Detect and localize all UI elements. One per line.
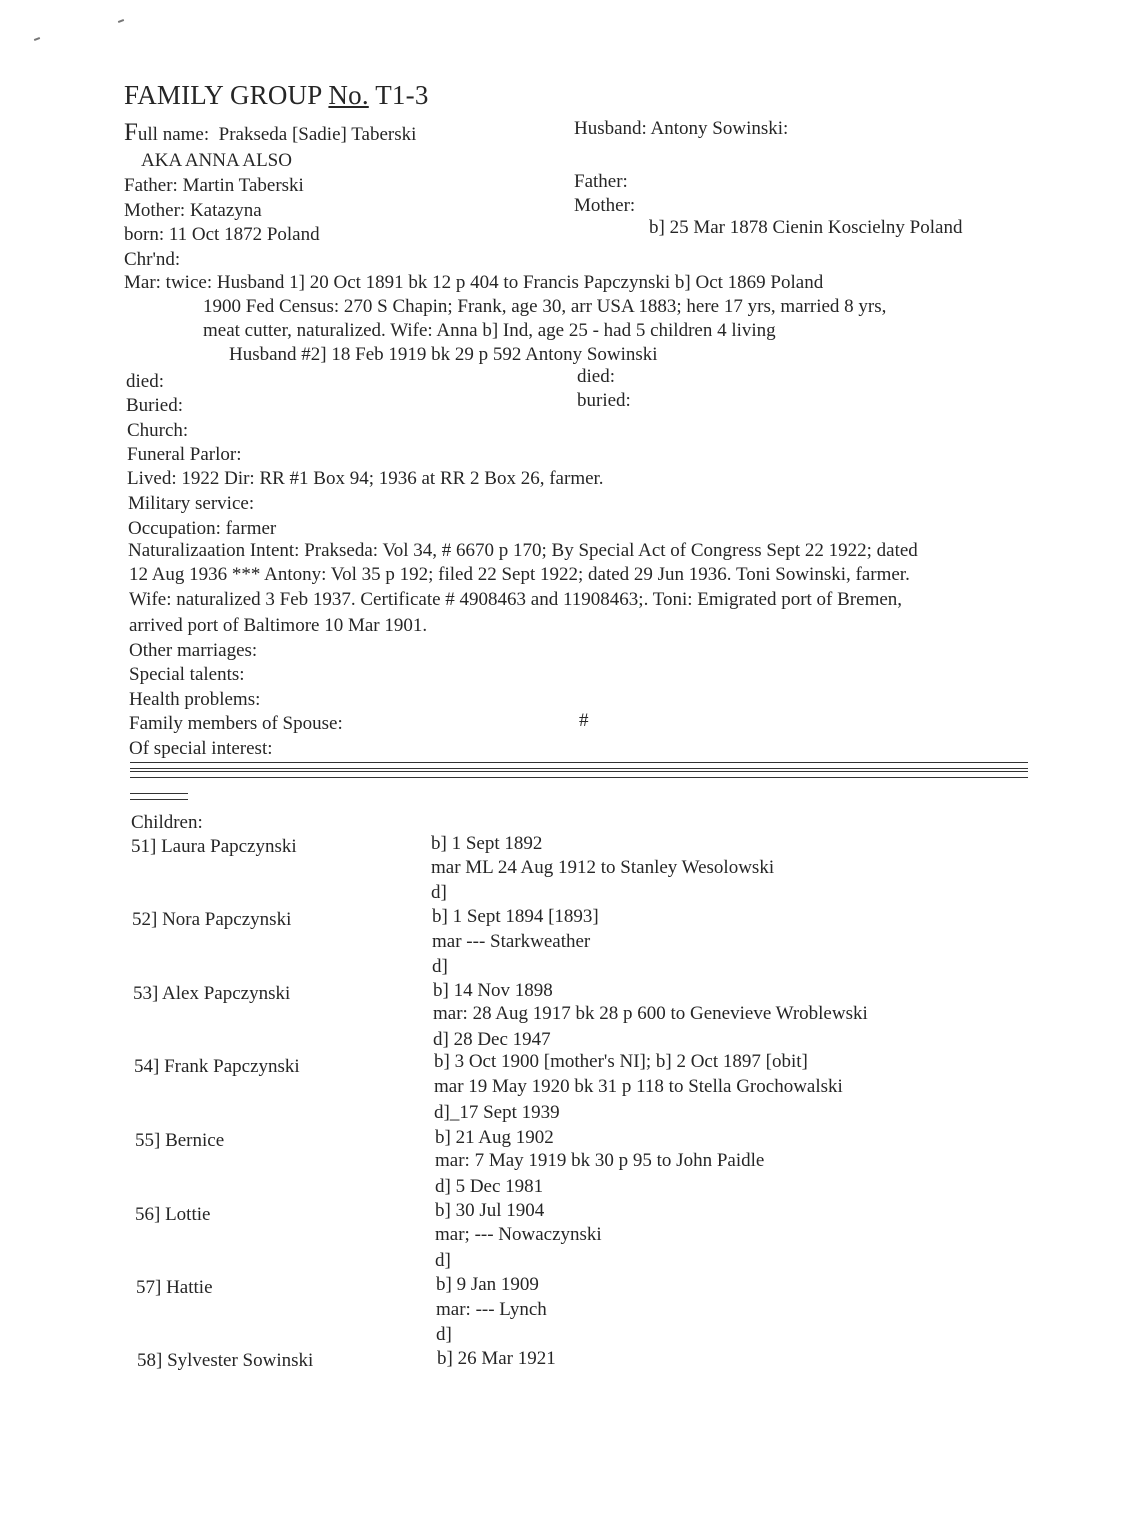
child-died: d] — [436, 1324, 452, 1345]
child-married: mar: 28 Aug 1917 bk 28 p 600 to Genevieve Wroblewski — [433, 1003, 868, 1024]
child-married: mar ML 24 Aug 1912 to Stanley Wesolowski — [431, 857, 775, 878]
title-number-label: No. — [328, 80, 369, 110]
other-marriages-field: Other marriages: — [129, 640, 258, 661]
naturalization-line-2: 12 Aug 1936 *** Antony: Vol 35 p 192; filed 22 Sept 1922; dated 29 Jun 1936. Toni Sowinski, farmer. — [129, 564, 910, 585]
husband-died: died: — [577, 366, 615, 387]
child-born: b] 1 Sept 1892 — [431, 833, 543, 854]
scan-speck — [118, 19, 124, 23]
section-divider — [130, 771, 1028, 778]
hash-mark: # — [579, 710, 589, 731]
child-married: mar: --- Lynch — [436, 1299, 547, 1320]
child-married: mar --- Starkweather — [432, 931, 591, 952]
church-field: Church: — [127, 420, 189, 441]
child-born: b] 30 Jul 1904 — [435, 1200, 545, 1221]
child-died: d]_17 Sept 1939 — [434, 1102, 560, 1123]
child-name: 51] Laura Papczynski — [131, 836, 297, 857]
special-interest-field: Of special interest: — [129, 738, 273, 759]
child-married: mar: 7 May 1919 bk 30 p 95 to John Paidle — [435, 1150, 765, 1171]
wife-born: born: 11 Oct 1872 Poland — [124, 224, 320, 245]
wife-died: died: — [126, 371, 164, 392]
child-name: 53] Alex Papczynski — [133, 983, 291, 1004]
child-born: b] 21 Aug 1902 — [435, 1127, 554, 1148]
husband-father: Father: — [574, 171, 628, 192]
child-married: mar 19 May 1920 bk 31 p 118 to Stella Grochowalski — [434, 1076, 843, 1097]
section-divider-short — [130, 793, 188, 800]
census-line-2: meat cutter, naturalized. Wife: Anna b] Ind, age 25 - had 5 children 4 living — [203, 320, 776, 341]
wife-mother: Mother: Katazyna — [124, 200, 262, 221]
full-name-row: Full name: Prakseda [Sadie] Taberski — [124, 119, 417, 146]
child-name: 58] Sylvester Sowinski — [137, 1350, 314, 1371]
child-died: d] 28 Dec 1947 — [433, 1029, 551, 1050]
child-died: d] — [435, 1250, 451, 1271]
child-born: b] 1 Sept 1894 [1893] — [432, 906, 599, 927]
husband-mother: Mother: — [574, 195, 636, 216]
page-title: FAMILY GROUP No. T1-3 — [124, 80, 429, 110]
child-name: 57] Hattie — [136, 1277, 213, 1298]
child-name: 55] Bernice — [135, 1130, 225, 1151]
child-married: mar; --- Nowaczynski — [435, 1224, 602, 1245]
military-field: Military service: — [128, 493, 255, 514]
wife-buried: Buried: — [126, 395, 183, 416]
child-name: 52] Nora Papczynski — [132, 909, 292, 930]
husband-name: Husband: Antony Sowinski: — [574, 118, 789, 139]
funeral-parlor-field: Funeral Parlor: — [127, 444, 242, 465]
lived-field: Lived: 1922 Dir: RR #1 Box 94; 1936 at RR 2 Box 26, farmer. — [127, 468, 604, 489]
wife-christened: Chr'nd: — [124, 249, 181, 270]
children-label: Children: — [131, 812, 203, 833]
marriage-line: Mar: twice: Husband 1] 20 Oct 1891 bk 12 p 404 to Francis Papczynski b] Oct 1869 Poland — [124, 272, 824, 293]
census-line-1: 1900 Fed Census: 270 S Chapin; Frank, age 30, arr USA 1883; here 17 yrs, married 8 yrs, — [203, 296, 887, 317]
child-born: b] 26 Mar 1921 — [437, 1348, 556, 1369]
child-born: b] 3 Oct 1900 [mother's NI]; b] 2 Oct 1897 [obit] — [434, 1051, 808, 1072]
husband-buried: buried: — [577, 390, 631, 411]
special-talents-field: Special talents: — [129, 664, 245, 685]
child-died: d] — [431, 882, 447, 903]
section-divider — [130, 762, 1028, 769]
husband-2-line: Husband #2] 18 Feb 1919 bk 29 p 592 Antony Sowinski — [229, 344, 658, 365]
child-name: 54] Frank Papczynski — [134, 1056, 300, 1077]
child-born: b] 9 Jan 1909 — [436, 1274, 539, 1295]
child-born: b] 14 Nov 1898 — [433, 980, 553, 1001]
health-problems-field: Health problems: — [129, 689, 261, 710]
full-name-value: Prakseda [Sadie] Taberski — [218, 124, 417, 145]
naturalization-line-4: arrived port of Baltimore 10 Mar 1901. — [129, 615, 428, 636]
child-died: d] 5 Dec 1981 — [435, 1176, 544, 1197]
occupation-field: Occupation: farmer — [128, 518, 277, 539]
aka-line: AKA ANNA ALSO — [141, 150, 292, 171]
naturalization-line-3: Wife: naturalized 3 Feb 1937. Certificate # 4908463 and 11908463;. Toni: Emigrated port of Bremen, — [129, 589, 903, 610]
family-members-spouse-field: Family members of Spouse: — [129, 713, 343, 734]
scan-speck — [34, 37, 40, 41]
wife-father: Father: Martin Taberski — [124, 175, 304, 196]
child-name: 56] Lottie — [135, 1204, 211, 1225]
husband-born: b] 25 Mar 1878 Cienin Koscielny Poland — [649, 217, 963, 238]
child-died: d] — [432, 956, 448, 977]
naturalization-line-1: Naturalizaation Intent: Prakseda: Vol 34, # 6670 p 170; By Special Act of Congress Sept 22 1922; dated — [128, 540, 918, 561]
